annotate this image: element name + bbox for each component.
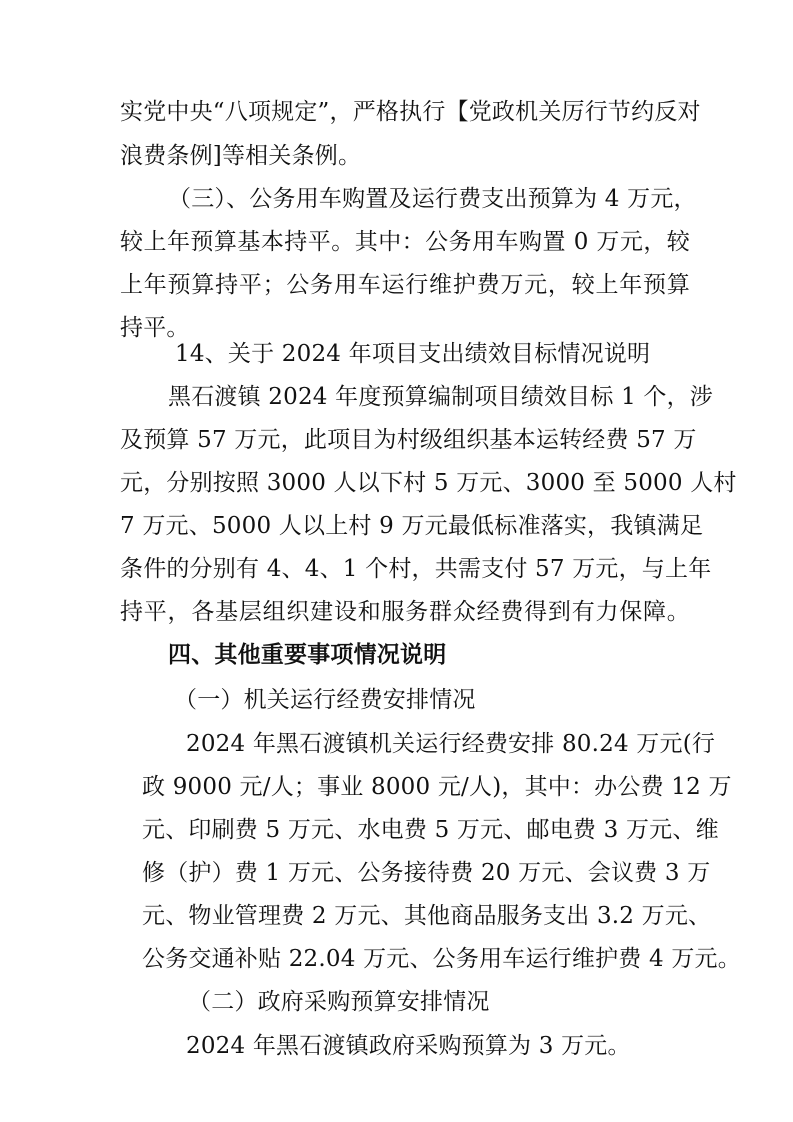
text-line-1: 实党中央“八项规定”，严格执行【党政机关厉行节约反对	[120, 99, 701, 125]
text-line-4: 较上年预算基本持平。其中：公务用车购置 0 万元，较	[120, 229, 690, 255]
subsection-heading-operating-funds: （一）机关运行经费安排情况	[174, 687, 476, 713]
text-line-5: 上年预算持平；公务用车运行维护费万元，较上年预算	[120, 272, 690, 298]
text-line-20: 元、物业管理费 2 万元、其他商品服务支出 3.2 万元、	[142, 903, 712, 929]
text-line-18: 元、印刷费 5 万元、水电费 5 万元、邮电费 3 万元、维	[142, 817, 719, 843]
section-heading-other-items: 四、其他重要事项情况说明	[168, 642, 447, 668]
text-line-12: 条件的分别有 4、4、1 个村，共需支付 57 万元，与上年	[120, 556, 712, 582]
text-line-6: 持平。	[120, 315, 190, 341]
text-line-23: 2024 年黑石渡镇政府采购预算为 3 万元。	[186, 1033, 631, 1059]
text-line-19: 修（护）费 1 万元、公务接待费 20 万元、会议费 3 万	[142, 860, 711, 886]
text-line-16: 2024 年黑石渡镇机关运行经费安排 80.24 万元(行	[186, 731, 716, 757]
text-line-11: 7 万元、5000 人以上村 9 万元最低标准落实，我镇满足	[120, 513, 704, 539]
text-line-3: （三）、公务用车购置及运行费支出预算为 4 万元，	[168, 186, 697, 212]
text-line-21: 公务交通补贴 22.04 万元、公务用车运行维护费 4 万元。	[142, 946, 741, 972]
text-line-10: 元，分别按照 3000 人以下村 5 万元、3000 至 5000 人村	[120, 470, 737, 496]
text-line-2: 浪费条例]等相关条例。	[120, 143, 362, 169]
subsection-heading-procurement: （二）政府采购预算安排情况	[188, 989, 490, 1015]
subsection-heading-performance: 14、关于 2024 年项目支出绩效目标情况说明	[175, 341, 651, 367]
text-line-9: 及预算 57 万元，此项目为村级组织基本运转经费 57 万	[120, 427, 697, 453]
text-line-17: 政 9000 元/人；事业 8000 元/人)，其中：办公费 12 万	[142, 774, 732, 800]
text-line-8: 黑石渡镇 2024 年度预算编制项目绩效目标 1 个，涉	[168, 384, 714, 410]
text-line-13: 持平，各基层组织建设和服务群众经费得到有力保障。	[120, 599, 690, 625]
